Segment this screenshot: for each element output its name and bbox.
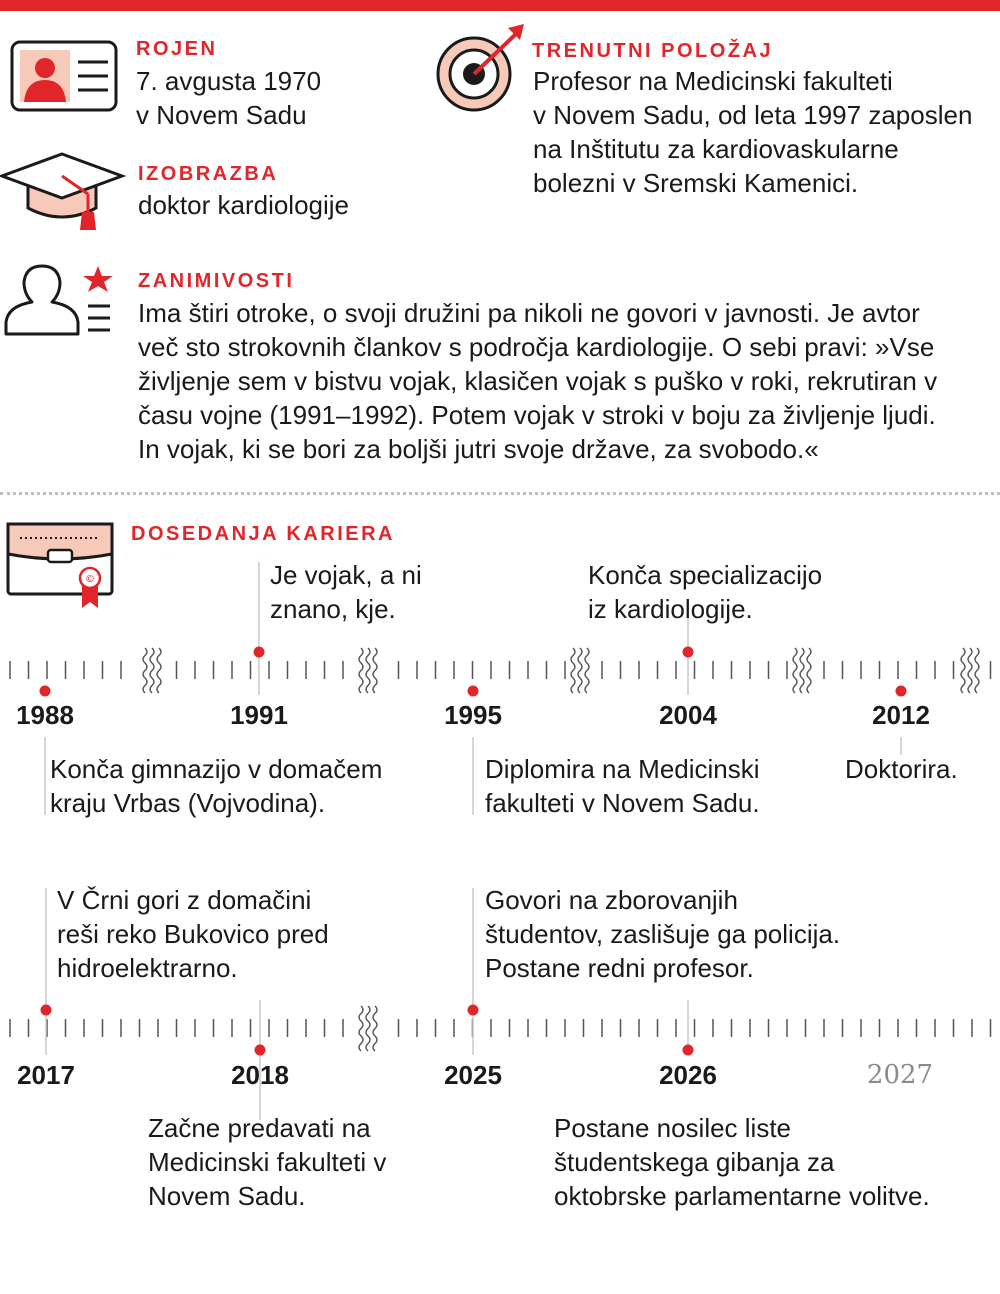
position-label: TRENUTNI POLOŽAJ: [532, 40, 774, 62]
row1-axis-break: [571, 648, 575, 693]
timeline-year: 2025: [444, 1060, 502, 1090]
row1-axis-break: [975, 648, 979, 693]
timeline-event-text: Začne predavati na Medicinski fakulteti v Novem Sadu.: [148, 1113, 387, 1211]
row1-event-dot: [683, 647, 694, 658]
row2-axis-break: [366, 1006, 370, 1051]
timeline-event-text: Postane nosilec liste študentskega gibanja za oktobrske parlamentarne volitve.: [554, 1113, 930, 1211]
row1-event-dot: [254, 647, 265, 658]
row1-axis-break: [373, 648, 377, 693]
interests-label: ZANIMIVOSTI: [138, 270, 295, 292]
timeline-year: 1995: [444, 700, 502, 730]
career-label: DOSEDANJA KARIERA: [131, 523, 396, 545]
row1-event-dot: [896, 686, 907, 697]
row1-axis-break: [157, 648, 161, 693]
row1-axis-break: [150, 648, 154, 693]
timeline-year: 2026: [659, 1060, 717, 1090]
timeline-event-text: Govori na zborovanjih študentov, zaslišuje ga policija. Postane redni profesor.: [485, 885, 841, 983]
timeline-year: 2012: [872, 700, 930, 730]
timeline-year: 2017: [17, 1060, 75, 1090]
row1-axis-break: [359, 648, 363, 693]
row2-event-dot: [683, 1045, 694, 1056]
timeline-event-text: V Črni gori z domačini reši reko Bukovico pred hidroelektrarno.: [57, 885, 329, 983]
timeline-year: 2018: [231, 1060, 289, 1090]
timeline-event-text: Doktorira.: [845, 754, 958, 784]
row2-axis-break: [373, 1006, 377, 1051]
row2-event-dot: [255, 1045, 266, 1056]
timeline-year: 1988: [16, 700, 74, 730]
row1-axis-break: [807, 648, 811, 693]
row1-event-dot: [468, 686, 479, 697]
timeline-event-text: Je vojak, a ni znano, kje.: [270, 560, 422, 624]
row1-axis-break: [366, 648, 370, 693]
timeline-event-text: Konča gimnazijo v domačem kraju Vrbas (Vojvodina).: [50, 754, 383, 818]
born-label: ROJEN: [136, 38, 218, 60]
education-text: doktor kardiologije: [138, 190, 350, 220]
row1-event-dot: [40, 686, 51, 697]
svg-text:©: ©: [85, 574, 95, 585]
timeline-year: 1991: [230, 700, 288, 730]
row2-event-dot: [41, 1005, 52, 1016]
row1-axis-break: [961, 648, 965, 693]
row1-axis-break: [800, 648, 804, 693]
education-label: IZOBRAZBA: [138, 163, 279, 185]
row2-axis-break: [359, 1006, 363, 1051]
timeline-year: 2004: [659, 700, 717, 730]
interests-text: Ima štiri otroke, o svoji družini pa nikoli ne govori v javnosti. Je avtor več sto strokovnih člankov s področja kardiologije. O sebi pravi: »Vse življenje sem v bistvu vojak, klasičen vojak s puško v roki, rekrutiran v času vojne (1991–1992). Potem vojak v stroki v boju za življenje ljudi. In vojak, ki se bori za boljši jutri svoje države, za svobodo.«: [138, 298, 938, 464]
position-text: Profesor na Medicinski fakulteti v Novem Sadu, od leta 1997 zaposlen na Inštitutu za kardiovaskularne bolezni v Sremski Kamenici.: [533, 66, 973, 198]
timeline-year: 2027: [866, 1060, 934, 1090]
row1-axis-break: [793, 648, 797, 693]
row1-axis-break: [968, 648, 972, 693]
row1-axis-break: [585, 648, 589, 693]
row1-axis-break: [143, 648, 147, 693]
timeline-event-text: Konča specializacijo iz kardiologije.: [588, 560, 823, 624]
row1-axis-break: [578, 648, 582, 693]
born-text: 7. avgusta 1970 v Novem Sadu: [136, 66, 322, 130]
row2-event-dot: [468, 1005, 479, 1016]
timeline-event-text: Diplomira na Medicinski fakulteti v Novem Sadu.: [485, 754, 760, 818]
